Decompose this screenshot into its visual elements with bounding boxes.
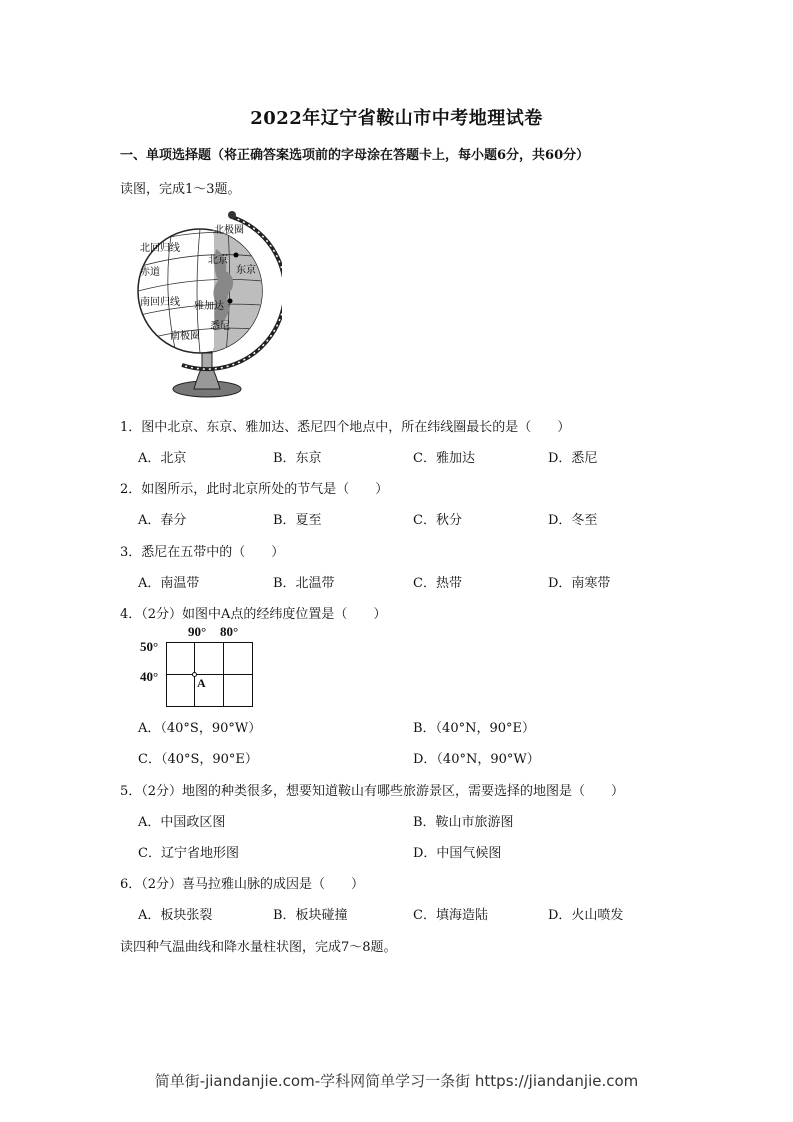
globe-label-sydney: 悉尼: [210, 321, 230, 332]
q4-option-c[interactable]: C．（40°S，90°E）: [138, 752, 258, 767]
question-4-stem: 4．（2分）如图中A点的经纬度位置是（ ）: [120, 607, 387, 622]
question-6-stem: 6．（2分）喜马拉雅山脉的成因是（ ）: [120, 877, 365, 892]
q4-option-d[interactable]: D．（40°N，90°W）: [413, 752, 540, 767]
globe-label-tokyo: 东京: [236, 265, 256, 276]
q6-option-d[interactable]: D．火山喷发: [548, 908, 624, 923]
globe-label-arctic: 北极圈: [214, 225, 244, 236]
q5-option-a[interactable]: A．中国政区图: [138, 815, 226, 830]
q1-option-b[interactable]: B．东京: [273, 451, 322, 466]
grid-lon-80: 80°: [220, 624, 239, 639]
question-5-stem: 5．（2分）地图的种类很多，想要知道鞍山有哪些旅游景区，需要选择的地图是（ ）: [120, 784, 625, 799]
globe-figure: [132, 205, 282, 400]
q4-option-a[interactable]: A．（40°S，90°W）: [138, 721, 262, 736]
globe-label-beijing: 北京: [208, 255, 228, 266]
q1-option-c[interactable]: C．雅加达: [413, 451, 475, 466]
globe-label-antarctic: 南极圈: [170, 331, 200, 342]
globe-label-jakarta: 雅加达: [194, 301, 224, 312]
q6-option-b[interactable]: B．板块碰撞: [273, 908, 348, 923]
q4-option-b[interactable]: B．（40°N，90°E）: [413, 721, 536, 736]
q5-option-d[interactable]: D．中国气候图: [413, 846, 502, 861]
q2-option-a[interactable]: A．春分: [138, 513, 187, 528]
q5-option-b[interactable]: B．鞍山市旅游图: [413, 815, 514, 830]
intro-text: 读图，完成1～3题。: [120, 182, 241, 197]
grid-lat-40: 40°: [140, 669, 159, 684]
q1-option-a[interactable]: A．北京: [138, 451, 187, 466]
globe-label-tropic-south: 南回归线: [140, 297, 180, 308]
q6-option-a[interactable]: A．板块张裂: [138, 908, 213, 923]
page-title: 2022年辽宁省鞍山市中考地理试卷: [250, 108, 543, 129]
globe-label-tropic-north: 北回归线: [140, 243, 180, 254]
q6-option-c[interactable]: C．填海造陆: [413, 908, 488, 923]
q1-option-d[interactable]: D．悉尼: [548, 451, 598, 466]
grid-lon-90: 90°: [188, 624, 207, 639]
q3-option-c[interactable]: C．热带: [413, 576, 462, 591]
q3-option-d[interactable]: D．南寒带: [548, 576, 611, 591]
section-heading: 一、单项选择题（将正确答案选项前的字母涂在答题卡上，每小题6分，共60分）: [120, 148, 590, 163]
question-1-stem: 1．图中北京、东京、雅加达、悉尼四个地点中，所在纬线圈最长的是（ ）: [120, 420, 571, 435]
q3-option-a[interactable]: A．南温带: [138, 576, 200, 591]
question-3-stem: 3．悉尼在五带中的（ ）: [120, 545, 285, 560]
q5-option-c[interactable]: C．辽宁省地形图: [138, 846, 239, 861]
grid-lat-50: 50°: [140, 639, 159, 654]
globe-label-equator: 赤道: [140, 267, 160, 278]
grid-point-a: A: [197, 676, 206, 690]
q3-option-b[interactable]: B．北温带: [273, 576, 335, 591]
q2-option-b[interactable]: B．夏至: [273, 513, 322, 528]
q2-option-c[interactable]: C．秋分: [413, 513, 462, 528]
q2-option-d[interactable]: D．冬至: [548, 513, 598, 528]
lat-lon-grid: [138, 624, 258, 710]
footer-watermark: 简单街-jiandanjie.com-学科网简单学习一条街 https://jiandanjie.com: [154, 1072, 639, 1090]
grid-lines: [166, 642, 256, 708]
intro-text-2: 读四种气温曲线和降水量柱状图，完成7～8题。: [120, 940, 397, 955]
question-2-stem: 2．如图所示，此时北京所处的节气是（ ）: [120, 482, 389, 497]
